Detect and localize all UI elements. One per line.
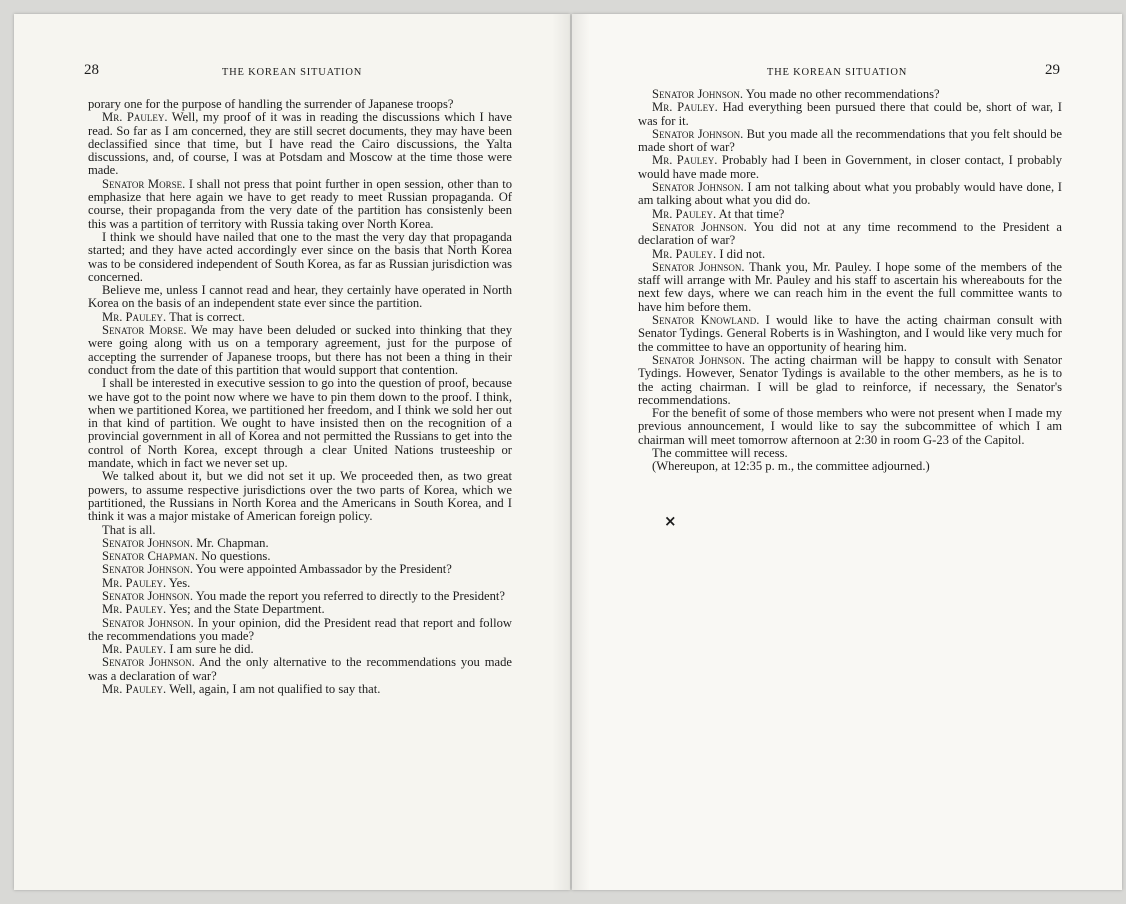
paragraph: Believe me, unless I cannot read and hear, they certainly have operated in North Korea on the basis of an independent state ever since the partition. (88, 283, 512, 311)
paragraph: Senator Johnson. Mr. Chapman. (102, 535, 269, 550)
paragraph: Mr. Pauley. Well, again, I am not qualified to say that. (102, 682, 381, 697)
paragraph: Senator Chapman. No questions. (102, 549, 271, 564)
paragraph: Senator Johnson. In your opinion, did the President read that report and follow the recommendations you made? (88, 615, 512, 643)
speaker: Senator Johnson. (652, 87, 744, 101)
speaker: Senator Johnson. (652, 259, 745, 274)
speaker: Senator Johnson. (102, 588, 194, 603)
speaker: Senator Johnson. (102, 615, 194, 630)
paragraph: Senator Johnson. Thank you, Mr. Pauley. I hope some of the members of the staff will arrange with Mr. Pauley and his staff to ascertain his whereabouts for the next few days, where we can reach him in the event the full committee wants to have him before them. (638, 259, 1062, 314)
gutter-shadow (572, 14, 590, 890)
paragraph: Senator Knowland. I would like to have the acting chairman consult with Senator Tydings. General Roberts is in Washington, and I would like very much for the committee to have an opportunity of hearing him. (638, 313, 1062, 354)
speaker: Senator Johnson. (102, 562, 194, 577)
gutter-shadow (552, 14, 570, 890)
speaker: Senator Knowland. (652, 313, 760, 328)
speaker: Mr. Pauley. (102, 602, 167, 617)
page-number: 28 (84, 62, 99, 78)
page-body (638, 88, 1062, 474)
paragraph: Mr. Pauley. Had everything been pursued there that could be, short of war, I was for it. (638, 100, 1063, 128)
paragraph: Senator Johnson. I am not talking about what you probably would have done, I am talking about what you did do. (638, 180, 1062, 208)
speaker: Senator Johnson. (102, 655, 195, 670)
left-page (14, 14, 570, 890)
end-mark: × (664, 512, 677, 530)
paragraph: Mr. Pauley. Well, my proof of it was in reading the discussions which I have read. So far as I am concerned, they are still secret documents, they may have been declassified since that time, but I have read the Cairo discussions, the Yalta discussions, and, of course, I was at Potsdam and Moscow at the time those were made. (88, 110, 512, 178)
paragraph: That is all. (102, 522, 156, 537)
page-number: 29 (1045, 62, 1060, 78)
speaker: Senator Johnson. (652, 126, 744, 141)
speaker: Mr. Pauley. (652, 206, 717, 221)
page-header (572, 62, 1122, 82)
paragraph: Senator Johnson. But you made all the recommendations that you felt should be made short of war? (638, 126, 1063, 155)
paragraph: Mr. Pauley. I did not. (652, 246, 766, 261)
paragraph: Senator Johnson. You were appointed Ambassador by the President? (102, 562, 452, 577)
speaker: Senator Johnson. (652, 219, 747, 234)
paragraph: Senator Morse. I shall not press that point further in open session, other than to emphasize that here again we have to get ready to meet Russian propaganda. Of course, their propaganda from the very date of the partition has consistenly been this was a partition of territory with Russia taking over North Korea. (88, 176, 513, 231)
speaker: Mr. Pauley. (102, 110, 168, 125)
paragraph: Mr. Pauley. I am sure he did. (102, 642, 254, 657)
speaker: Senator Johnson. (652, 180, 744, 195)
paragraph: (Whereupon, at 12:35 p. m., the committee adjourned.) (652, 459, 930, 474)
speaker: Mr. Pauley. (652, 100, 718, 115)
speaker: Senator Morse. (102, 323, 187, 338)
speaker: Senator Johnson. (102, 535, 194, 550)
paragraph: Senator Morse. We may have been deluded or sucked into thinking that they were going along with us on a temporary agreement, just for the purpose of accepting the surrender of Japanese troops, but there has not been a thing in their conduct from the date of this partition that would support that contention. (88, 323, 513, 377)
speaker: Senator Chapman. (102, 549, 199, 564)
paragraph: I think we should have nailed that one to the mast the very day that propaganda started; and they have acted accordingly ever since on the basis that North Korea was to be considered independent of South Korea, as far as Russian jurisdiction was concerned. (88, 229, 512, 284)
paragraph: Senator Johnson. The acting chairman will be happy to consult with Senator Tydings. However, Senator Tydings is available to the other members, as he is to the acting chairman. I will be glad to reinforce, if necessary, the Senator's recommendations. (638, 352, 1063, 407)
speaker: Mr. Pauley. (652, 153, 718, 168)
paragraph: Senator Johnson. You made the report you referred to directly to the President? (102, 588, 506, 603)
paragraph: porary one for the purpose of handling the surrender of Japanese troops? (88, 97, 454, 111)
paragraph: Mr. Pauley. Yes; and the State Department. (102, 602, 325, 617)
paragraph: Senator Johnson. You made no other recommendations? (652, 87, 940, 101)
page-header (14, 62, 570, 82)
paragraph: Mr. Pauley. That is correct. (102, 309, 245, 324)
running-title: THE KOREAN SITUATION (221, 67, 363, 78)
paragraph: I shall be interested in executive session to go into the question of proof, because we have got to the point now where we have to pin them down to the proof. I think, when we partitioned Korea, we partitioned her freedom, and I think we sold her out in that kind of partition. We ought to have insisted then on the recognition of a provincial government in all of Korea and not permitted the Russians to get into the control of North Korea, except through a clear United Nations trusteeship or mandate, which in fact we never set up. (88, 376, 512, 471)
paragraph: We talked about it, but we did not set it up. We proceeded then, as two great powers, to assume respective jurisdictions over the two parts of Korea, which we partitioned, the Russians in North Korea and the Americans in South Korea, and I think it was a major mistake of American foreign policy. (88, 469, 512, 524)
speaker: Mr. Pauley. (102, 309, 167, 324)
running-title: THE KOREAN SITUATION (766, 67, 908, 78)
paragraph: Mr. Pauley. At that time? (652, 206, 785, 221)
page-body (88, 98, 512, 696)
paragraph: The committee will recess. (652, 446, 788, 461)
paragraph: Mr. Pauley. Yes. (102, 575, 191, 590)
speaker: Mr. Pauley. (652, 246, 717, 261)
speaker: Mr. Pauley. (102, 642, 167, 657)
speaker: Mr. Pauley. (102, 682, 167, 697)
speaker: Mr. Pauley. (102, 575, 167, 590)
paragraph: Senator Johnson. You did not at any time recommend to the President a declaration of war? (638, 219, 1062, 248)
paragraph: For the benefit of some of those members who were not present when I made my previous announcement, I would like to say the subcommittee of which I am chairman will meet tomorrow afternoon at 2:30 in room G-23 of the Capitol. (638, 406, 1062, 447)
right-page (572, 14, 1122, 890)
paragraph: Senator Johnson. And the only alternative to the recommendations you made was a declaration of war? (88, 655, 512, 683)
paragraph: Mr. Pauley. Probably had I been in Government, in closer contact, I probably would have made more. (638, 153, 1063, 181)
speaker: Senator Johnson. (652, 352, 745, 367)
speaker: Senator Morse. (102, 176, 186, 191)
